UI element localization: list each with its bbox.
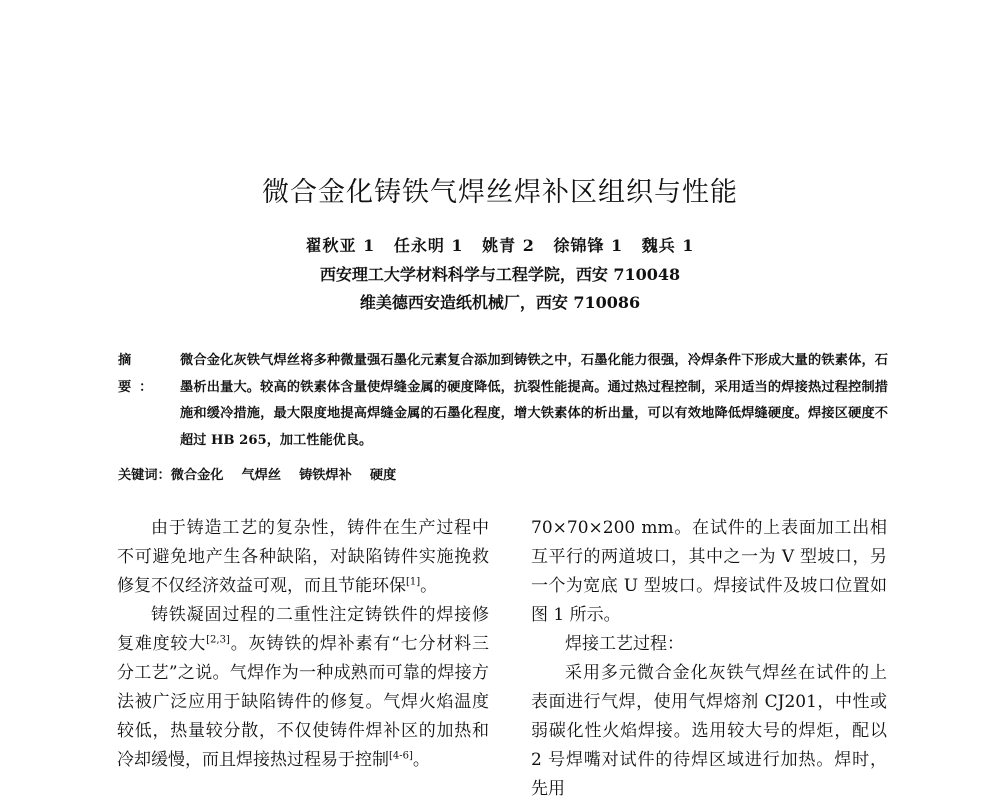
citation: [4-6] [389, 750, 413, 762]
author: 姚青 2 [482, 236, 535, 255]
keyword: 铸铁焊补 [299, 468, 352, 483]
author: 任永明 1 [393, 236, 464, 255]
keyword: 气焊丝 [241, 468, 282, 483]
abstract-label: 摘 要： [118, 353, 161, 395]
paragraph-text: 。灰铸铁的焊补素有“七分材料三分工艺”之说。气焊作为一种成熟而可靠的焊接方法被广泛应用于缺陷铸件的修复。气焊火焰温度较低，热量较分散，不仅使铸件焊补区的加热和冷却缓慢，而且焊接热过程易于控制 [117, 634, 489, 770]
body-paragraph [117, 514, 489, 601]
author: 翟秋亚 1 [305, 236, 376, 255]
section-label: 焊接工艺过程： [565, 634, 684, 654]
left-column [117, 514, 489, 775]
paragraph-text: 由于铸造工艺的复杂性，铸件在生产过程中不可避免地产生各种缺陷，对缺陷铸件实施挽救修复不仅经济效益可观，而且节能环保 [117, 518, 489, 596]
author-list [0, 233, 1000, 256]
paragraph-text: 。 [420, 576, 438, 596]
keywords [118, 464, 888, 488]
body-paragraph: 采用多元微合金化灰铁气焊丝在试件的上表面进行气焊，使用气焊熔剂 CJ201，中性或弱碳化性火焰焊接。选用较大号的焊炬，配以 2 号焊嘴对试件的待焊区域进行加热。焊时，先用 [531, 663, 887, 799]
body-paragraph: 70×70×200 mm。在试件的上表面加工出相互平行的两道坡口，其中之一为 V 型坡口，另一个为宽底 U 型坡口。焊接试件及坡口位置如图 1 所示。 [531, 518, 887, 625]
affiliation-1: 西安理工大学材料科学与工程学院，西安 710048 [319, 265, 681, 284]
paragraph-text: 。 [412, 750, 430, 770]
citation: [2,3] [206, 634, 230, 646]
author: 魏兵 1 [641, 236, 695, 255]
keywords-label: 关键词： [118, 468, 171, 483]
citation: [1] [406, 576, 421, 588]
keyword: 硬度 [369, 468, 397, 483]
abstract [118, 348, 888, 454]
keyword: 微合金化 [170, 468, 224, 483]
abstract-text: 微合金化灰铁气焊丝将多种微量强石墨化元素复合添加到铸铁之中，石墨化能力很强，冷焊条件下形成大量的铁素体，石墨析出量大。较高的铁素体含量使焊缝金属的硬度降低，抗裂性能提高。通过热过程控制，采用适当的焊接热过程控制措施和缓冷措施，最大限度地提高焊缝金属的石墨化程度，增大铁素体的析出量，可以有效地降低焊缝硬度。焊接区硬度不超过 HB 265，加工性能优良。 [180, 353, 888, 448]
paragraph-text: 铸铁凝固过程的二重性注定铸铁件的焊接修复难度较大 [117, 605, 489, 654]
affiliation-2: 维美德西安造纸机械厂，西安 710086 [359, 293, 641, 312]
paper-title: 微合金化铸铁气焊丝焊补区组织与性能 [262, 177, 738, 208]
right-column [531, 514, 887, 804]
body-paragraph [117, 601, 489, 775]
author: 徐锦锋 1 [553, 236, 624, 255]
